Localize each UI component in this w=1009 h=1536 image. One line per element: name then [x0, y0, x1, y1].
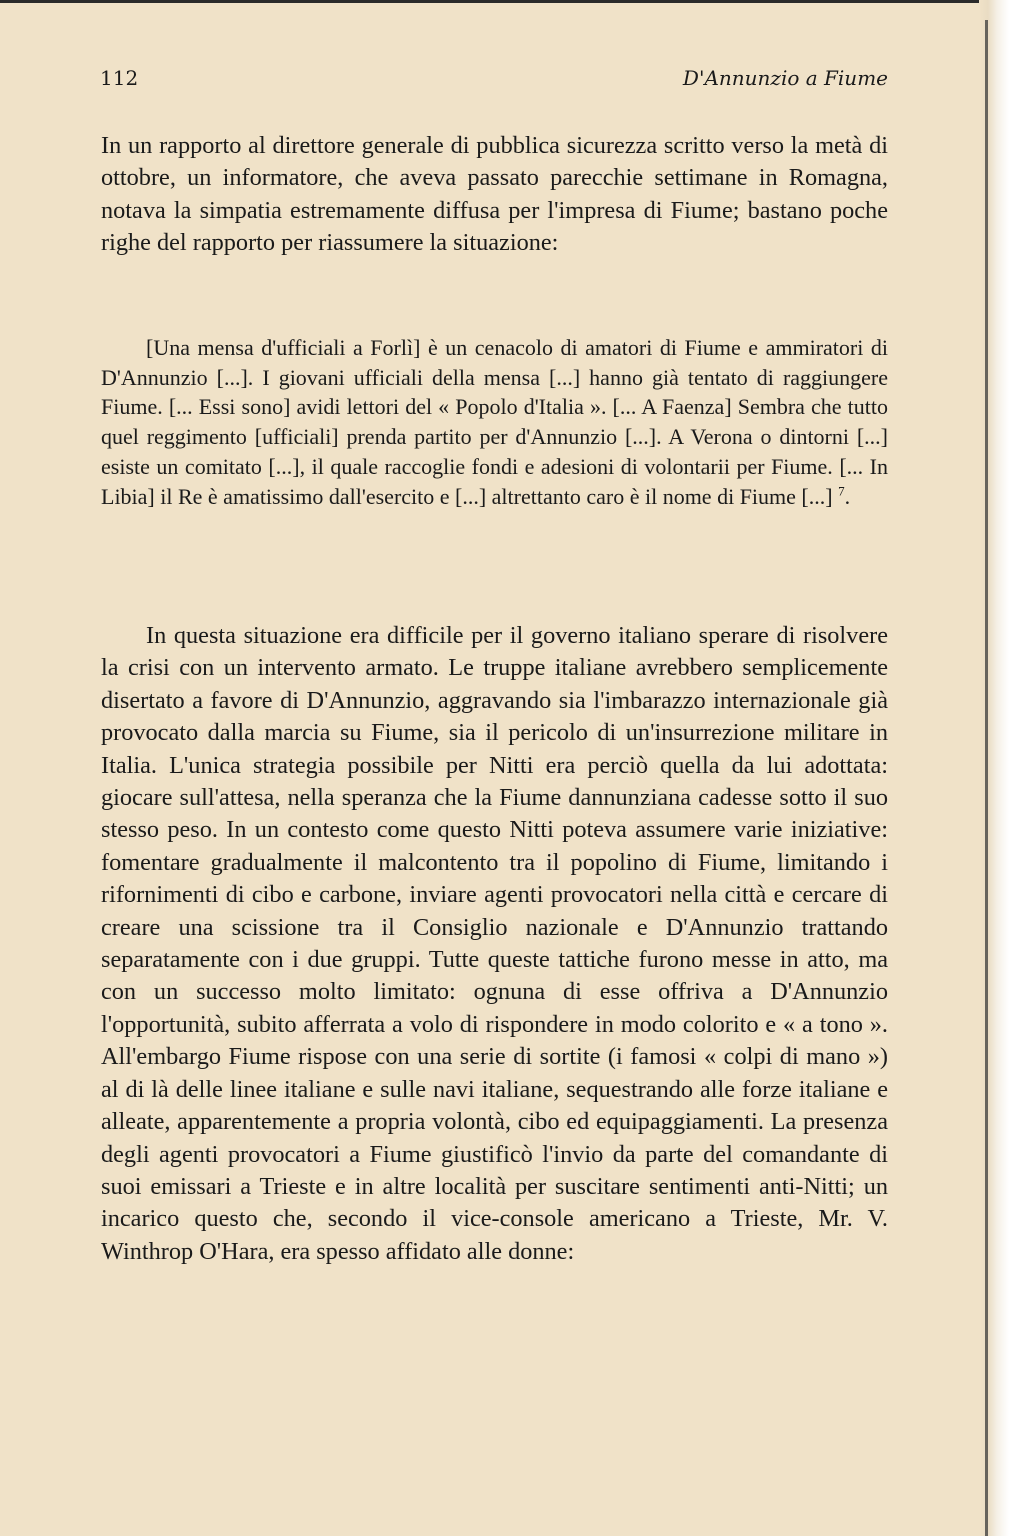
page-top-edge [0, 0, 985, 3]
intro-paragraph: In un rapporto al direttore generale di pubblica sicurezza scritto verso la metà di ottobre, un informatore, che aveva passato parecchie settimane in Romagna, notava la simpatia estremamente diffusa per l'impresa di Fiume; bastano poche righe del rapporto per riassumere la situazione: [101, 132, 888, 257]
block-quote [101, 333, 888, 511]
body-paragraph: In questa situazione era difficile per il governo italiano sperare di risolvere la crisi con un intervento armato. Le truppe italiane avrebbero semplicemente disertato a favore di D'Annunzio, aggravando sia l'imbarazzo internazionale già provocato dalla marcia su Fiume, sia il pericolo di un'insurrezione militare in Italia. L'unica strategia possibile per Nitti era perciò quella da lui adottata: giocare sull'attesa, nella speranza che la Fiume dannunziana cadesse sotto il suo stesso peso. In un contesto come questo Nitti poteva assumere varie iniziative: fomentare gradualmente il malcontento tra il popolino di Fiume, limitando i rifornimenti di cibo e carbone, inviare agenti provocatori nella città e cercare di creare una scissione tra il Consiglio nazionale e D'Annunzio trattando separatamente con i due gruppi. Tutte queste tattiche furono messe in atto, ma con un successo molto limitato: ognuna di esse offriva a D'Annunzio l'opportunità, subito afferrata a volo di rispondere in modo colorito e « a tono ». All'embargo Fiume rispose con una serie di sortite (i famosi « colpi di mano ») al di là delle linee italiane e sulle navi italiane, sequestrando alle forze italiane e alleate, apparentemente a propria volontà, cibo ed equipaggiamenti. La presenza degli agenti provocatori a Fiume giustificò l'invio da parte del comandante di suoi emissari a Trieste e in altre località per suscitare sentimenti anti-Nitti; un incarico questo che, secondo il vice-console americano a Trieste, Mr. V. Winthrop O'Hara, era spesso affidato alle donne: [101, 622, 888, 1265]
footnote-marker: 7 [838, 483, 845, 499]
block-quote-text: [Una mensa d'ufficiali a Forlì] è un cenacolo di amatori di Fiume e ammiratori di D'Annunzio [...]. I giovani ufficiali della mensa [...] hanno già tentato di raggiungere Fiume. [... Essi sono] avidi lettori del « Popolo d'Italia ». [... A Faenza] Sembra che tutto quel reggimento [ufficiali] prenda partito per d'Annunzio [...]. A Verona o dintorni [...] esiste un comitato [...], il quale raccoglie fondi e adesioni di volontarii per Fiume. [... In Libia] il Re è amatissimo dall'esercito e [...] altrettanto caro è il nome di Fiume [...] [101, 335, 888, 509]
page-spine-line [985, 20, 988, 1536]
page-number: 112 [100, 66, 139, 90]
block-quote-end: . [844, 483, 851, 509]
running-head [100, 66, 888, 96]
running-title: D'Annunzio a Fiume [682, 66, 888, 90]
page-spine-shadow [979, 0, 1009, 1536]
